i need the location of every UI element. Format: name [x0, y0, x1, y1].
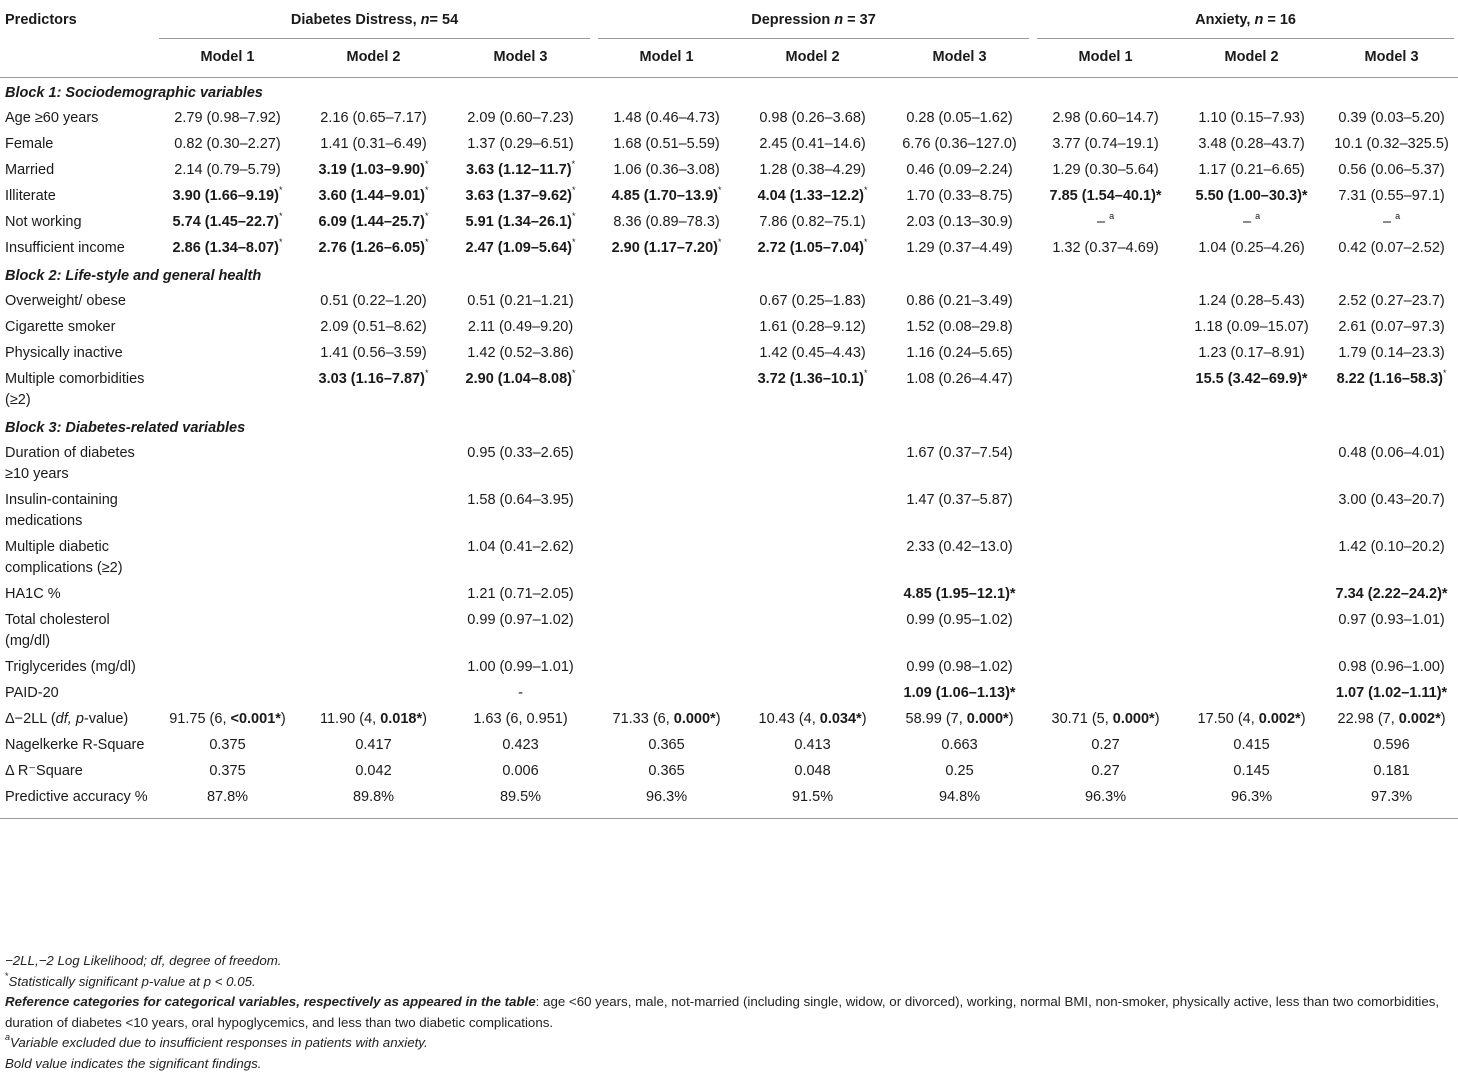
summary-row [0, 758, 1458, 784]
table-cell [300, 487, 447, 534]
row-label: Not working [0, 209, 155, 235]
table-cell: 0.048 [739, 758, 886, 784]
table-cell [155, 581, 300, 607]
table-cell: 0.375 [155, 758, 300, 784]
table-cell: 2.16 (0.65–7.17) [300, 105, 447, 131]
table-cell: 1.18 (0.09–15.07) [1178, 314, 1325, 340]
table-cell: 1.28 (0.38–4.29) [739, 157, 886, 183]
footnote-significance: *Statistically significant p-value at p < 0.05. [5, 972, 1455, 993]
table-cell: 0.86 (0.21–3.49) [886, 288, 1033, 314]
table-cell [1033, 340, 1178, 366]
group-header-anxiety [1033, 0, 1458, 39]
table-cell: 6.76 (0.36–127.0) [886, 131, 1033, 157]
table-cell: 0.006 [447, 758, 594, 784]
table-row [0, 288, 1458, 314]
table-cell: 0.99 (0.97–1.02) [447, 607, 594, 654]
row-label: Total cholesterol (mg/dl) [0, 607, 155, 654]
table-cell: – $^a$ [1325, 209, 1458, 235]
row-label: Physically inactive [0, 340, 155, 366]
table-row [0, 314, 1458, 340]
group-header-distress [155, 0, 594, 39]
table-cell [739, 534, 886, 581]
table-cell [594, 314, 739, 340]
table-cell: 2.45 (0.41–14.6) [739, 131, 886, 157]
table-cell: 0.48 (0.06–4.01) [1325, 440, 1458, 487]
table-row [0, 440, 1458, 487]
table-cell: 2.86 (1.34–8.07)* [155, 235, 300, 261]
table-cell: 1.23 (0.17–8.91) [1178, 340, 1325, 366]
table-cell [1178, 680, 1325, 706]
table-cell [155, 366, 300, 413]
table-cell [594, 288, 739, 314]
table-cell: 3.72 (1.36–10.1)* [739, 366, 886, 413]
model-header-blank [0, 39, 155, 78]
table-cell: 1.08 (0.26–4.47) [886, 366, 1033, 413]
table-cell [1033, 366, 1178, 413]
table-cell: 1.24 (0.28–5.43) [1178, 288, 1325, 314]
table-cell: 91.5% [739, 784, 886, 819]
table-cell: 7.31 (0.55–97.1) [1325, 183, 1458, 209]
block-title: Block 3: Diabetes-related variables [0, 413, 1458, 440]
table-cell [594, 680, 739, 706]
block-title-row [0, 413, 1458, 440]
table-cell [155, 680, 300, 706]
row-label: Overweight/ obese [0, 288, 155, 314]
table-cell: 1.63 (6, 0.951) [447, 706, 594, 732]
block-title-row [0, 261, 1458, 288]
table-cell: 91.75 (6, <0.001*) [155, 706, 300, 732]
table-cell: 2.90 (1.04–8.08)* [447, 366, 594, 413]
table-cell: 96.3% [1033, 784, 1178, 819]
table-cell: 1.61 (0.28–9.12) [739, 314, 886, 340]
table-cell: 10.1 (0.32–325.5) [1325, 131, 1458, 157]
table-cell [1178, 534, 1325, 581]
table-row [0, 581, 1458, 607]
row-label: HA1C % [0, 581, 155, 607]
model-header: Model 3 [886, 39, 1033, 78]
table-cell: 0.365 [594, 732, 739, 758]
table-cell [594, 581, 739, 607]
table-row [0, 157, 1458, 183]
table-cell: 96.3% [1178, 784, 1325, 819]
table-cell: 0.42 (0.07–2.52) [1325, 235, 1458, 261]
table-cell: 17.50 (4, 0.002*) [1178, 706, 1325, 732]
footnote-bold: Bold value indicates the significant findings. [5, 1054, 1455, 1074]
predictors-header: Predictors [0, 0, 155, 39]
row-label: Predictive accuracy % [0, 784, 155, 819]
table-cell: 1.09 (1.06–1.13)* [886, 680, 1033, 706]
table-cell: 0.82 (0.30–2.27) [155, 131, 300, 157]
footnote-excluded: $^a$Variable excluded due to insufficient responses in patients with anxiety. [5, 1033, 1455, 1054]
table-cell [739, 440, 886, 487]
table-cell: 1.00 (0.99–1.01) [447, 654, 594, 680]
table-cell [1178, 607, 1325, 654]
table-cell: 1.16 (0.24–5.65) [886, 340, 1033, 366]
table-cell [1033, 534, 1178, 581]
table-cell: 2.09 (0.51–8.62) [300, 314, 447, 340]
row-label: Multiple diabetic complications (≥2) [0, 534, 155, 581]
table-cell [1033, 487, 1178, 534]
table-cell: 3.90 (1.66–9.19)* [155, 183, 300, 209]
table-cell [1033, 654, 1178, 680]
table-row [0, 680, 1458, 706]
table-row [0, 183, 1458, 209]
table-cell [155, 607, 300, 654]
table-cell [1178, 581, 1325, 607]
table-cell: 5.74 (1.45–22.7)* [155, 209, 300, 235]
table-cell: 1.32 (0.37–4.69) [1033, 235, 1178, 261]
table-cell: 1.47 (0.37–5.87) [886, 487, 1033, 534]
group-label: Anxiety, n = 16 [1037, 10, 1454, 39]
table-cell: 0.25 [886, 758, 1033, 784]
table-cell: - [447, 680, 594, 706]
table-cell: 89.8% [300, 784, 447, 819]
table-cell: 1.04 (0.41–2.62) [447, 534, 594, 581]
table-cell: 0.423 [447, 732, 594, 758]
table-cell: 1.04 (0.25–4.26) [1178, 235, 1325, 261]
table-cell [1033, 440, 1178, 487]
row-label: Illiterate [0, 183, 155, 209]
table-cell [1033, 288, 1178, 314]
table-cell: 7.86 (0.82–75.1) [739, 209, 886, 235]
table-row [0, 105, 1458, 131]
row-label: Δ R⁻Square [0, 758, 155, 784]
table-cell: 3.03 (1.16–7.87)* [300, 366, 447, 413]
table-cell: 3.00 (0.43–20.7) [1325, 487, 1458, 534]
table-cell: 0.95 (0.33–2.65) [447, 440, 594, 487]
table-cell: 22.98 (7, 0.002*) [1325, 706, 1458, 732]
table-cell [594, 440, 739, 487]
table-cell [300, 440, 447, 487]
table-cell: 10.43 (4, 0.034*) [739, 706, 886, 732]
table-cell: 2.14 (0.79–5.79) [155, 157, 300, 183]
table-cell: 1.29 (0.37–4.49) [886, 235, 1033, 261]
table-cell [594, 607, 739, 654]
table-cell: 30.71 (5, 0.000*) [1033, 706, 1178, 732]
model-header: Model 1 [594, 39, 739, 78]
table-cell: 2.33 (0.42–13.0) [886, 534, 1033, 581]
table-cell: 1.06 (0.36–3.08) [594, 157, 739, 183]
table-cell: – $^a$ [1178, 209, 1325, 235]
table-cell: 0.417 [300, 732, 447, 758]
block-title-row [0, 78, 1458, 106]
table-cell: 1.21 (0.71–2.05) [447, 581, 594, 607]
table-cell: 1.58 (0.64–3.95) [447, 487, 594, 534]
table-cell: 0.413 [739, 732, 886, 758]
table-cell: 87.8% [155, 784, 300, 819]
table-cell: 0.97 (0.93–1.01) [1325, 607, 1458, 654]
table-cell: 1.41 (0.56–3.59) [300, 340, 447, 366]
table-footnotes [5, 951, 1455, 1074]
table-cell [1033, 607, 1178, 654]
table-cell: – $^a$ [1033, 209, 1178, 235]
table-cell: 0.51 (0.22–1.20) [300, 288, 447, 314]
table-cell: 0.375 [155, 732, 300, 758]
table-cell: 5.91 (1.34–26.1)* [447, 209, 594, 235]
table-cell: 1.29 (0.30–5.64) [1033, 157, 1178, 183]
table-cell: 7.34 (2.22–24.2)* [1325, 581, 1458, 607]
table-cell [155, 314, 300, 340]
table-cell: 3.19 (1.03–9.90)* [300, 157, 447, 183]
row-label: Duration of diabetes ≥10 years [0, 440, 155, 487]
table-cell [300, 654, 447, 680]
model-header: Model 2 [300, 39, 447, 78]
row-label: Insufficient income [0, 235, 155, 261]
table-cell [739, 654, 886, 680]
table-cell: 1.10 (0.15–7.93) [1178, 105, 1325, 131]
table-cell: 5.50 (1.00–30.3)* [1178, 183, 1325, 209]
table-cell: 1.67 (0.37–7.54) [886, 440, 1033, 487]
table-cell: 3.60 (1.44–9.01)* [300, 183, 447, 209]
table-cell [1178, 654, 1325, 680]
row-label: Insulin-containing medications [0, 487, 155, 534]
table-cell: 0.99 (0.95–1.02) [886, 607, 1033, 654]
table-cell: 3.77 (0.74–19.1) [1033, 131, 1178, 157]
table-cell: 58.99 (7, 0.000*) [886, 706, 1033, 732]
table-cell: 97.3% [1325, 784, 1458, 819]
table-cell [155, 340, 300, 366]
table-cell [594, 534, 739, 581]
table-cell: 8.22 (1.16–58.3)* [1325, 366, 1458, 413]
table-cell: 96.3% [594, 784, 739, 819]
table-cell: 1.79 (0.14–23.3) [1325, 340, 1458, 366]
table-header [0, 0, 1458, 78]
table-cell [1178, 440, 1325, 487]
block-title: Block 1: Sociodemographic variables [0, 78, 1458, 106]
table-cell: 3.48 (0.28–43.7) [1178, 131, 1325, 157]
table-cell: 2.52 (0.27–23.7) [1325, 288, 1458, 314]
table-cell: 0.51 (0.21–1.21) [447, 288, 594, 314]
table-cell: 1.42 (0.10–20.2) [1325, 534, 1458, 581]
group-header-row [0, 0, 1458, 39]
table-cell [1033, 680, 1178, 706]
table-cell: 7.85 (1.54–40.1)* [1033, 183, 1178, 209]
table-cell [155, 534, 300, 581]
row-label: Cigarette smoker [0, 314, 155, 340]
table-cell: 6.09 (1.44–25.7)* [300, 209, 447, 235]
table-row [0, 366, 1458, 413]
table-row [0, 654, 1458, 680]
table-cell: 0.365 [594, 758, 739, 784]
table-row [0, 131, 1458, 157]
table-cell: 4.85 (1.70–13.9)* [594, 183, 739, 209]
table-cell: 1.17 (0.21–6.65) [1178, 157, 1325, 183]
table-cell: 0.46 (0.09–2.24) [886, 157, 1033, 183]
group-header-depression [594, 0, 1033, 39]
table-cell: 2.11 (0.49–9.20) [447, 314, 594, 340]
table-cell: 1.68 (0.51–5.59) [594, 131, 739, 157]
table-cell: 2.76 (1.26–6.05)* [300, 235, 447, 261]
table-cell: 1.42 (0.52–3.86) [447, 340, 594, 366]
table-cell: 0.56 (0.06–5.37) [1325, 157, 1458, 183]
row-label: Triglycerides (mg/dl) [0, 654, 155, 680]
table-row [0, 487, 1458, 534]
table-cell: 89.5% [447, 784, 594, 819]
row-label: Δ−2LL (df, p-value) [0, 706, 155, 732]
table-cell: 2.03 (0.13–30.9) [886, 209, 1033, 235]
table-cell: 0.596 [1325, 732, 1458, 758]
table-cell: 2.61 (0.07–97.3) [1325, 314, 1458, 340]
table-cell [594, 366, 739, 413]
table-cell: 4.04 (1.33–12.2)* [739, 183, 886, 209]
table-cell: 2.90 (1.17–7.20)* [594, 235, 739, 261]
table-cell [739, 680, 886, 706]
footnote-reference-categories: Reference categories for categorical variables, respectively as appeared in the table: age <60 years, male, not-married (including single, widow, or divorced), working, normal BMI, non-smoker, physically active, less than two comorbidities, duration of diabetes <10 years, oral hypoglycemics, and less than two diabetic complications. [5, 992, 1455, 1033]
table-cell: 0.145 [1178, 758, 1325, 784]
table-cell: 1.37 (0.29–6.51) [447, 131, 594, 157]
table-cell [155, 487, 300, 534]
table-body [0, 78, 1458, 819]
table-cell [1033, 581, 1178, 607]
table-cell: 2.47 (1.09–5.64)* [447, 235, 594, 261]
table-cell: 3.63 (1.37–9.62)* [447, 183, 594, 209]
table-cell: 0.98 (0.96–1.00) [1325, 654, 1458, 680]
table-row [0, 607, 1458, 654]
table-cell: 1.48 (0.46–4.73) [594, 105, 739, 131]
table-row [0, 235, 1458, 261]
table-cell [155, 440, 300, 487]
table-row [0, 534, 1458, 581]
row-label: Age ≥60 years [0, 105, 155, 131]
table-cell: 8.36 (0.89–78.3) [594, 209, 739, 235]
model-header: Model 1 [1033, 39, 1178, 78]
table-cell: 0.39 (0.03–5.20) [1325, 105, 1458, 131]
row-label: Married [0, 157, 155, 183]
table-cell: 2.72 (1.05–7.04)* [739, 235, 886, 261]
table-cell [739, 581, 886, 607]
table-cell [155, 288, 300, 314]
table-cell: 94.8% [886, 784, 1033, 819]
table-cell [300, 607, 447, 654]
table-cell: 2.09 (0.60–7.23) [447, 105, 594, 131]
table-cell: 0.181 [1325, 758, 1458, 784]
table-cell: 0.99 (0.98–1.02) [886, 654, 1033, 680]
table-cell: 4.85 (1.95–12.1)* [886, 581, 1033, 607]
table-cell [300, 680, 447, 706]
table-cell [594, 487, 739, 534]
row-label: Nagelkerke R-Square [0, 732, 155, 758]
table-cell: 1.70 (0.33–8.75) [886, 183, 1033, 209]
model-header: Model 3 [1325, 39, 1458, 78]
summary-row [0, 784, 1458, 819]
table-cell: 15.5 (3.42–69.9)* [1178, 366, 1325, 413]
model-header: Model 2 [739, 39, 886, 78]
table-cell: 1.42 (0.45–4.43) [739, 340, 886, 366]
table-cell: 3.63 (1.12–11.7)* [447, 157, 594, 183]
table-cell [1033, 314, 1178, 340]
table-cell [739, 487, 886, 534]
table-cell [1178, 487, 1325, 534]
model-header: Model 2 [1178, 39, 1325, 78]
table-cell [594, 340, 739, 366]
row-label: Female [0, 131, 155, 157]
table-row [0, 340, 1458, 366]
block-title: Block 2: Life-style and general health [0, 261, 1458, 288]
table-cell: 71.33 (6, 0.000*) [594, 706, 739, 732]
group-label: Depression n = 37 [598, 10, 1029, 39]
group-label: Diabetes Distress, n= 54 [159, 10, 590, 39]
table-cell [300, 581, 447, 607]
table-cell [739, 607, 886, 654]
model-header-row [0, 39, 1458, 78]
table-cell: 0.663 [886, 732, 1033, 758]
table-cell: 1.41 (0.31–6.49) [300, 131, 447, 157]
table-cell [594, 654, 739, 680]
table-cell: 0.28 (0.05–1.62) [886, 105, 1033, 131]
table-cell: 2.98 (0.60–14.7) [1033, 105, 1178, 131]
table-cell: 0.042 [300, 758, 447, 784]
row-label: Multiple comorbidities (≥2) [0, 366, 155, 413]
table-cell [155, 654, 300, 680]
table-cell: 0.27 [1033, 758, 1178, 784]
summary-row [0, 706, 1458, 732]
table-row [0, 209, 1458, 235]
table-cell [300, 534, 447, 581]
table-cell: 1.52 (0.08–29.8) [886, 314, 1033, 340]
row-label: PAID-20 [0, 680, 155, 706]
model-header: Model 1 [155, 39, 300, 78]
table-cell: 0.415 [1178, 732, 1325, 758]
table-cell: 1.07 (1.02–1.11)* [1325, 680, 1458, 706]
table-cell: 0.27 [1033, 732, 1178, 758]
table-cell: 11.90 (4, 0.018*) [300, 706, 447, 732]
summary-row [0, 732, 1458, 758]
table-cell: 0.67 (0.25–1.83) [739, 288, 886, 314]
table-cell: 2.79 (0.98–7.92) [155, 105, 300, 131]
table-cell: 0.98 (0.26–3.68) [739, 105, 886, 131]
footnote-abbreviations: −2LL,−2 Log Likelihood; df, degree of freedom. [5, 951, 1455, 972]
model-header: Model 3 [447, 39, 594, 78]
